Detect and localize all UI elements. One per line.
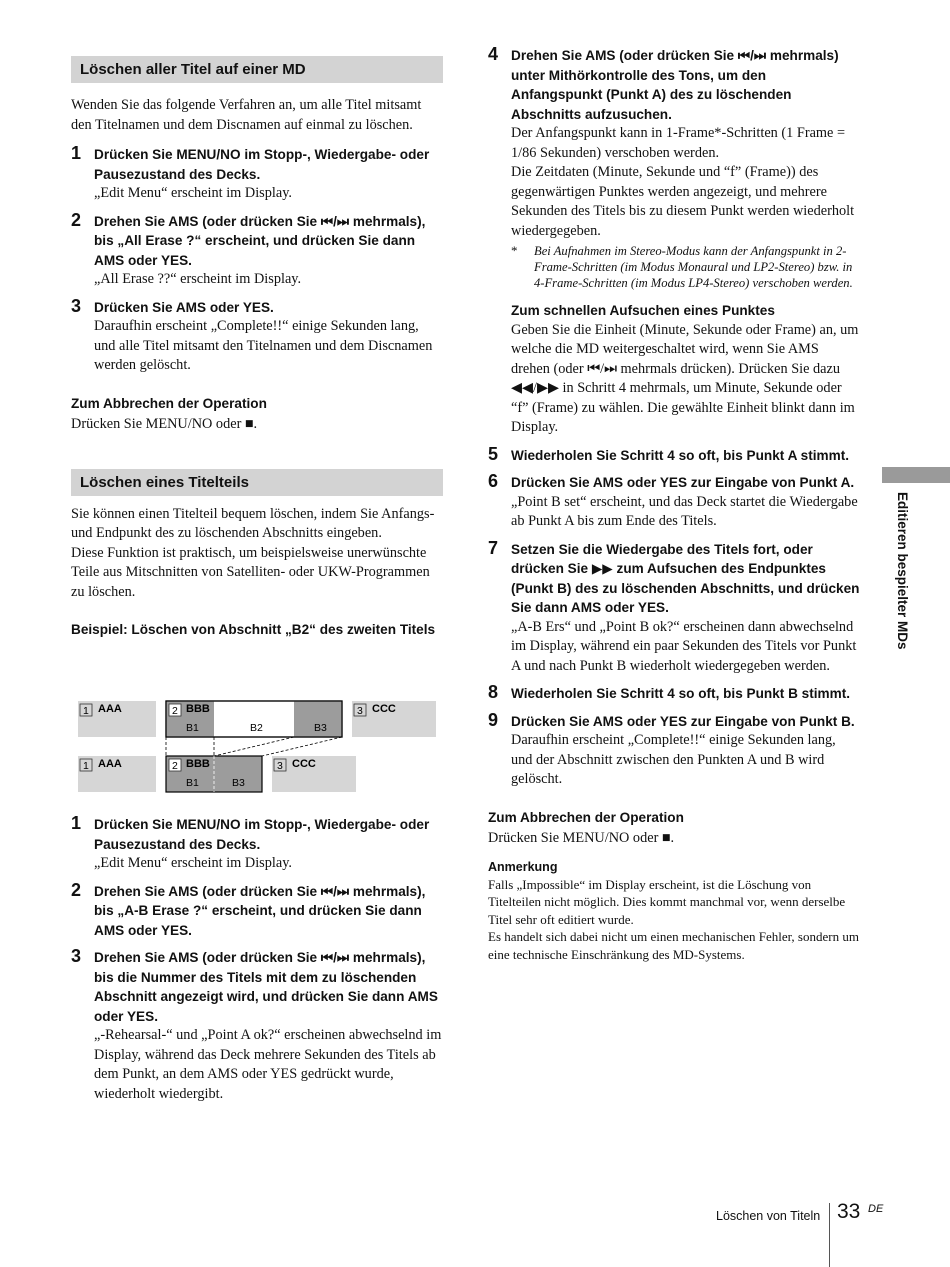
chapter-tab-label: Editieren bespielter MDs <box>895 492 910 650</box>
track-name: CCC <box>372 703 396 715</box>
step-number: 9 <box>488 709 499 730</box>
step-body: Daraufhin erscheint „Complete!!“ einige Sekunden lang, und alle Titel mitsamt den Titelnamen und dem Discnamen werden gelöscht. <box>94 318 433 373</box>
footnote <box>511 243 860 291</box>
step-body: Die Zeitdaten (Minute, Sekunde und “f” (Frame)) des gegenwärtigen Punktes werden angezeigt, und mehrere Sekunden des Titels bis zu diesem Punkt werden wiederholt wiedergegeben. <box>511 164 855 239</box>
track-number: 3 <box>357 705 363 717</box>
footer-section-label: Löschen von Titeln <box>716 1209 821 1223</box>
step-number: 1 <box>71 143 82 163</box>
footer-divider <box>829 1203 830 1267</box>
track-name: CCC <box>292 758 316 770</box>
quick-search-text: Geben Sie die Einheit (Minute, Sekunde oder Frame) an, um welche die MD weitergeschaltet wird, wenn Sie AMS drehen (oder ⏮/⏭ mehrmals drücken). Drücken Sie dazu ◀◀/▶▶ in Schritt 4 mehrmals, um Minute, Sekunde oder “f” (Frame) zu wählen. Die gewählte Einheit blinkt dann im Display. <box>511 321 859 435</box>
erase-part-step-6 <box>488 473 860 532</box>
erase-part-step-1 <box>71 815 443 874</box>
track-number: 3 <box>277 760 283 772</box>
step-title: Drehen Sie AMS (oder drücken Sie ⏮/⏭ mehrmals), bis die Nummer des Titels mit dem zu löschenden Abschnitt angezeigt wird, und drücken Sie dann AMS oder YES. <box>94 950 438 1024</box>
cancel-heading: Zum Abbrechen der Operation <box>71 395 267 411</box>
step-body: Daraufhin erscheint „Complete!!“ einige Sekunden lang, und der Abschnitt zwischen den Punkten A und B wird gelöscht. <box>511 732 836 787</box>
section-heading-erase-all: Löschen aller Titel auf einer MD <box>71 56 443 83</box>
step-number: 2 <box>71 209 82 230</box>
note-heading: Anmerkung <box>488 859 558 874</box>
erase-part-step-8 <box>488 684 860 704</box>
step-title: Wiederholen Sie Schritt 4 so oft, bis Punkt B stimmt. <box>511 686 851 701</box>
cancel-heading: Zum Abbrechen der Operation <box>488 809 684 825</box>
step-title: Drücken Sie MENU/NO im Stopp-, Wiedergabe- oder Pausezustand des Decks. <box>94 817 430 852</box>
step-title: Drehen Sie AMS (oder drücken Sie ⏮/⏭ mehrmals), bis „All Erase ?“ erscheint, und drücken Sie dann AMS oder YES. <box>94 213 426 268</box>
footnote-mark: * <box>511 243 518 258</box>
step-title: Drehen Sie AMS (oder drücken Sie ⏮/⏭ mehrmals) unter Mithörkontrolle des Tons, um den Anfangspunkt (Punkt A) des zu löschenden Abschnitts aufzusuchen. <box>511 48 839 122</box>
step-number: 4 <box>488 44 499 64</box>
track-number: 2 <box>172 705 178 717</box>
track-number: 1 <box>83 705 89 717</box>
step-title: Wiederholen Sie Schritt 4 so oft, bis Punkt A stimmt. <box>511 447 850 463</box>
page-number: 33 <box>837 1200 861 1223</box>
cancel-text: Drücken Sie MENU/NO oder ■. <box>488 830 675 846</box>
step-number: 1 <box>71 813 82 833</box>
step-title: Drehen Sie AMS (oder drücken Sie ⏮/⏭ mehrmals), bis „A-B Erase ?“ erscheint, und drücken Sie dann AMS oder YES. <box>94 883 426 938</box>
erase-all-step-2 <box>71 209 443 290</box>
track-name: BBB <box>186 758 210 770</box>
chapter-tab <box>882 467 950 483</box>
segment-label: B3 <box>314 722 327 734</box>
left-column-steps <box>71 815 443 1104</box>
step-body: „-Rehearsal-“ und „Point A ok?“ erscheinen abwechselnd im Display, während das Deck mehrere Sekunden des Titels ab dem Punkt, an dem AMS oder YES gedrückt wurde, wiederholt wiedergibt. <box>94 1027 442 1102</box>
step-body: „Edit Menu“ erscheint im Display. <box>94 185 292 201</box>
segment-label: B3 <box>232 777 245 789</box>
step-number: 6 <box>488 471 499 491</box>
segment-label: B1 <box>186 777 199 789</box>
quick-search-heading: Zum schnellen Aufsuchen eines Punktes <box>511 303 775 318</box>
note-text: Es handelt sich dabei nicht um einen mechanischen Fehler, sondern um eine technische Einschränkung des MD-Systems. <box>488 929 859 962</box>
track-name: BBB <box>186 703 210 715</box>
step-number: 7 <box>488 537 499 558</box>
step-body: „All Erase ??“ erscheint im Display. <box>94 271 302 287</box>
track-name: AAA <box>98 758 122 770</box>
note-text: Falls „Impossible“ im Display erscheint, ist die Löschung von Titelteilen nicht möglich. Dies kommt manchmal vor, wenn derselbe Titel sehr oft editiert wurde. <box>488 876 846 927</box>
step-number: 3 <box>71 946 82 966</box>
step-body: „Edit Menu“ erscheint im Display. <box>94 855 292 871</box>
erase-part-intro-1: Sie können einen Titelteil bequem löschen, indem Sie Anfangs- und Endpunkt des zu löschenden Abschnitts eingeben. <box>71 505 435 541</box>
section-heading-erase-part: Löschen eines Titelteils <box>71 469 443 496</box>
step-body: „Point B set“ erscheint, und das Deck startet die Wiedergabe ab Punkt A bis zum Ende des Titels. <box>511 493 858 529</box>
track-diagram <box>78 700 438 795</box>
erase-part-step-5 <box>488 443 860 466</box>
step-body: Der Anfangspunkt kann in 1-Frame*-Schritten (1 Frame = 1/86 Sekunden) verschoben werden. <box>511 125 846 161</box>
right-column <box>488 46 860 963</box>
erase-part-step-4 <box>488 46 860 438</box>
erase-all-step-3 <box>71 295 443 376</box>
step-number: 3 <box>71 295 82 316</box>
step-title: Drücken Sie AMS oder YES. <box>94 299 274 315</box>
example-heading: Beispiel: Löschen von Abschnitt „B2“ des zweiten Titels <box>71 622 436 637</box>
step-title: Drücken Sie AMS oder YES zur Eingabe von Punkt A. <box>511 475 855 490</box>
step-number: 5 <box>488 443 499 464</box>
erase-all-intro: Wenden Sie das folgende Verfahren an, um alle Titel mitsamt den Titelnamen und dem Discnamen auf einmal zu löschen. <box>71 97 422 133</box>
erase-part-step-7 <box>488 537 860 677</box>
erase-part-step-9 <box>488 709 860 790</box>
left-column <box>71 56 443 640</box>
step-body: „A-B Ers“ und „Point B ok?“ erscheinen dann abwechselnd im Display, während ein paar Sekunden des Titels vor Punkt A und nach Punkt B wiederholt wiedergegeben werden. <box>511 618 857 674</box>
step-number: 2 <box>71 879 82 900</box>
erase-part-step-3 <box>71 948 443 1104</box>
erase-all-step-1 <box>71 145 443 204</box>
cancel-text: Drücken Sie MENU/NO oder ■. <box>71 416 258 432</box>
step-title: Drücken Sie AMS oder YES zur Eingabe von Punkt B. <box>511 713 855 729</box>
segment-label: B2 <box>250 722 263 734</box>
step-number: 8 <box>488 682 499 702</box>
step-title: Setzen Sie die Wiedergabe des Titels fort, oder drücken Sie ▶▶ zum Aufsuchen des Endpunktes (Punkt B) des zu löschenden Abschnitts, und drücken Sie dann AMS oder YES. <box>511 541 860 615</box>
page-language-suffix: DE <box>868 1203 884 1215</box>
step-title: Drücken Sie MENU/NO im Stopp-, Wiedergabe- oder Pausezustand des Decks. <box>94 147 430 182</box>
erase-part-intro-2: Diese Funktion ist praktisch, um beispielsweise unerwünschte Teile aus Mitschnitten von Satelliten- oder UKW-Programmen zu löschen. <box>71 544 430 600</box>
track-name: AAA <box>98 703 122 715</box>
track-number: 2 <box>172 760 178 772</box>
footnote-text: Bei Aufnahmen im Stereo-Modus kann der Anfangspunkt in 2-Frame-Schritten (im Modus Monaural und LP2-Stereo) bzw. in 4-Frame-Schritten (im Modus LP4-Stereo) verschoben werden. <box>534 244 853 290</box>
erase-part-step-2 <box>71 879 443 941</box>
track-number: 1 <box>83 760 89 772</box>
segment-label: B1 <box>186 722 199 734</box>
